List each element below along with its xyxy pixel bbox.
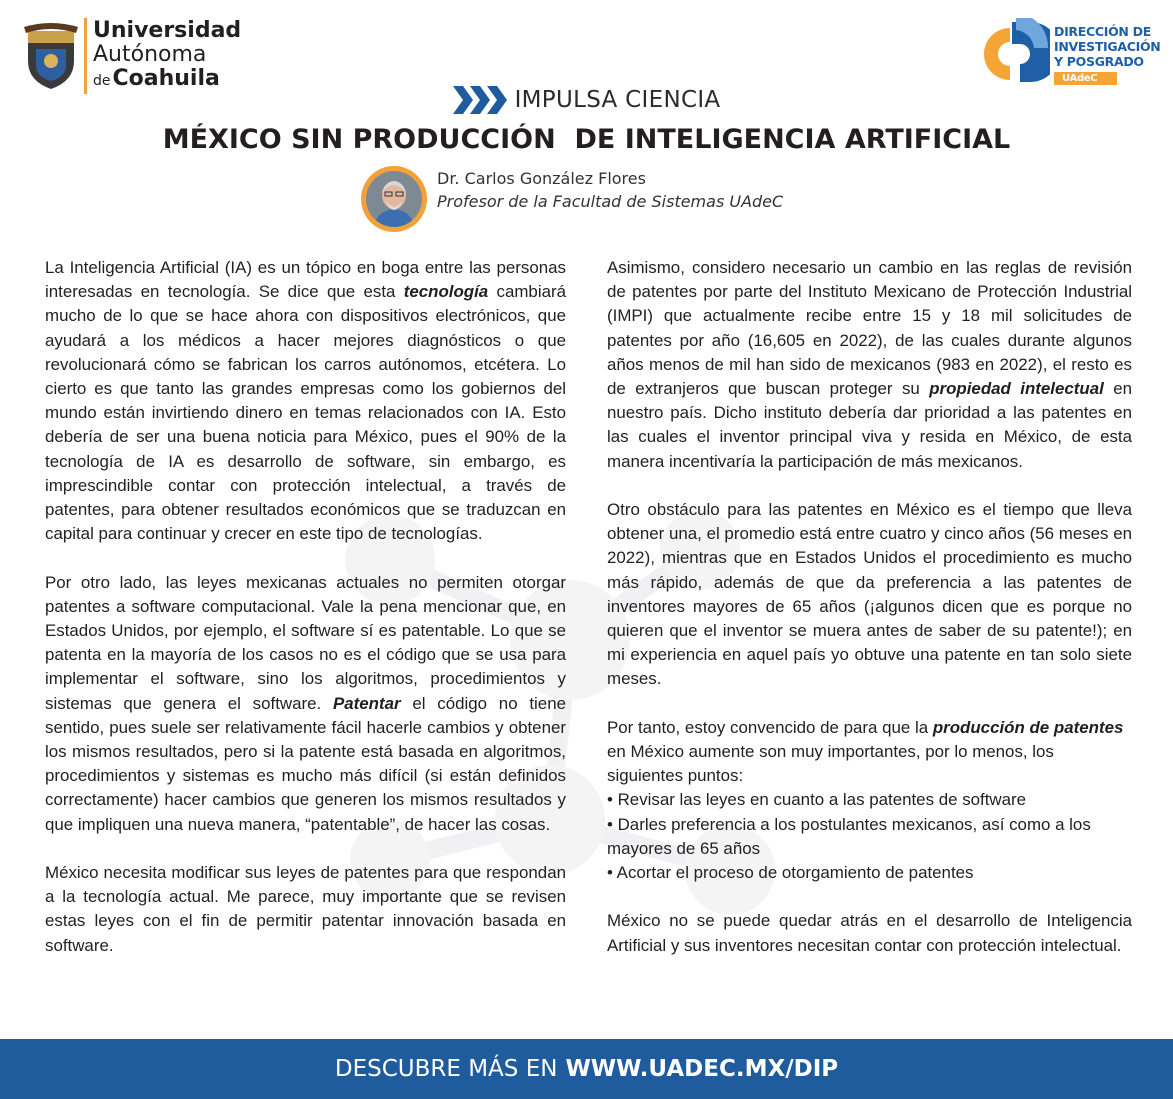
dip-line3: Y POSGRADO <box>1054 54 1144 69</box>
university-name-line1: Universidad <box>93 18 242 43</box>
dip-text <box>1054 24 1160 85</box>
right-paragraph-4: México no se puede quedar atrás en el desarrollo de Inteligencia Artificial y sus inventores necesitan contar con protección intelectual. <box>607 911 1132 955</box>
text-run: el código no tiene sentido, pues suele ser relativamente fácil hacerle cambios y obtener los mismos resultados, pero si la patente está basada en algoritmos, procedimientos y sistemas es mucho más difícil (si están definidos correctamente) hacer cambios que generen los mismos resultados y que impliquen una nueva manera, “patentable”, de hacer las cosas. <box>45 693 566 834</box>
left-paragraph-1 <box>45 256 566 546</box>
emphasis-text: producción de patentes <box>932 717 1124 737</box>
author-block <box>361 166 783 232</box>
left-paragraph-3: México necesita modificar sus leyes de patentes para que respondan a la tecnología actual. Me parece, muy importante que se revisen estas leyes con el fin de permitir patentar innovación basada en software. <box>45 863 566 955</box>
dip-tag: UAdeC <box>1054 72 1117 85</box>
text-run: Asimismo, considero necesario un cambio en las reglas de revisión de patentes por parte del Instituto Mexicano de Protección Industrial (IMPI) que actualmente recibe entre 15 y 18 mil solicitudes de patentes por año (16,605 en 2022), de las cuales durante algunos años menos de mil han sido de mexicanos (983 en 2022), el resto es de extranjeros que buscan proteger su <box>607 258 1132 399</box>
text-run: en nuestro país. Dicho instituto debería dar prioridad a las patentes en las cuales el inventor principal viva y resida en México, de esta manera incentivaría la participación de más mexicanos. <box>607 379 1132 471</box>
bullet-item: • Revisar las leyes en cuanto a las patentes de software <box>607 790 1027 810</box>
article-title: MÉXICO SIN PRODUCCIÓN DE INTELIGENCIA ARTIFICIAL <box>162 124 1011 155</box>
text-run: Por otro lado, las leyes mexicanas actuales no permiten otorgar patentes a software computacional. Vale la pena mencionar que, en Estados Unidos, por ejemplo, el software sí es patentable. Lo que se patenta en la mayoría de los casos no es el código que se usa para implementar el software, sino los algoritmos, procedimientos y sistemas que genera el software. <box>45 572 566 713</box>
university-name-line2: Autónoma <box>93 42 207 67</box>
text-run: cambiará mucho de lo que se hace ahora con dispositivos electrónicos, que ayudará a los médicos a hacer mejores diagnósticos o que revolucionará cómo se fabrican los carros autónomos, etcétera. Lo cierto es que tanto las grandes empresas como los gobiernos del mundo están invirtiendo dinero en temas relacionados con IA. Esto debería de ser una buena noticia para México, pues el 90% de la tecnología de IA es desarrollo de software, sin embargo, es imprescindible contar con protección intelectual, a través de patentes, para obtener resultados económicos que se traduzcan en capital para continuar y crecer en este tipo de tecnologías. <box>45 282 566 544</box>
bullet-item: • Acortar el proceso de otorgamiento de patentes <box>607 863 974 883</box>
section-header <box>0 86 1173 119</box>
author-avatar <box>361 166 427 232</box>
university-logo <box>22 18 241 94</box>
emphasis-text: Patentar <box>332 693 401 713</box>
text-run: La Inteligencia Artificial (IA) es un tópico en boga entre las personas interesadas en tecnología. Se dice que esta <box>45 258 566 302</box>
left-paragraph-2 <box>45 571 566 837</box>
university-name <box>93 19 241 93</box>
right-paragraph-3 <box>607 716 1132 789</box>
footer-banner <box>0 1039 1173 1099</box>
dip-line2: INVESTIGACIÓN <box>1054 39 1161 54</box>
right-column <box>607 256 1132 982</box>
text-run: en México aumente son muy importantes, por lo menos, los siguientes puntos: <box>607 742 1054 786</box>
university-shield-icon <box>22 21 80 91</box>
emphasis-text: tecnología <box>403 282 489 302</box>
author-text <box>437 167 783 213</box>
right-paragraph-1 <box>607 256 1132 474</box>
right-paragraph-2: Otro obstáculo para las patentes en México es el tiempo que lleva obtener una, el promedio está entre cuatro y cinco años (56 meses en 2022), mientras que en Estados Unidos el procedimiento es mucho más rápido, además de que da preferencia a las patentes de inventores mayores de 65 años (¡algunos dicen que es porque no quieren que el inventor se muera antes de saber de su patente!); en mi experiencia en aquel país yo obtuve una patente en tan solo siete meses. <box>607 500 1132 689</box>
dip-logo-icon <box>972 18 1050 88</box>
text-run: Por tanto, estoy convencido de para que la <box>607 717 933 737</box>
emphasis-text: propiedad intelectual <box>929 379 1104 399</box>
section-label: IMPULSA CIENCIA <box>514 87 721 113</box>
author-photo <box>366 171 422 227</box>
logo-divider <box>84 18 87 94</box>
author-name: Dr. Carlos González Flores <box>437 169 646 188</box>
university-name-de: de <box>93 73 111 89</box>
footer-url-link[interactable]: WWW.UADEC.MX/DIP <box>565 1056 839 1082</box>
university-name-coahuila: Coahuila <box>112 66 220 91</box>
bullet-item: • Darles preferencia a los postulantes mexicanos, así como a los mayores de 65 años <box>607 814 1091 858</box>
left-column <box>45 256 566 982</box>
footer-prefix: DESCUBRE MÁS EN <box>334 1056 558 1082</box>
dip-line1: DIRECCIÓN DE <box>1054 24 1151 39</box>
dip-logo <box>972 18 1160 88</box>
author-role: Profesor de la Facultad de Sistemas UAdeC <box>437 192 784 211</box>
chevrons-icon <box>453 86 507 114</box>
